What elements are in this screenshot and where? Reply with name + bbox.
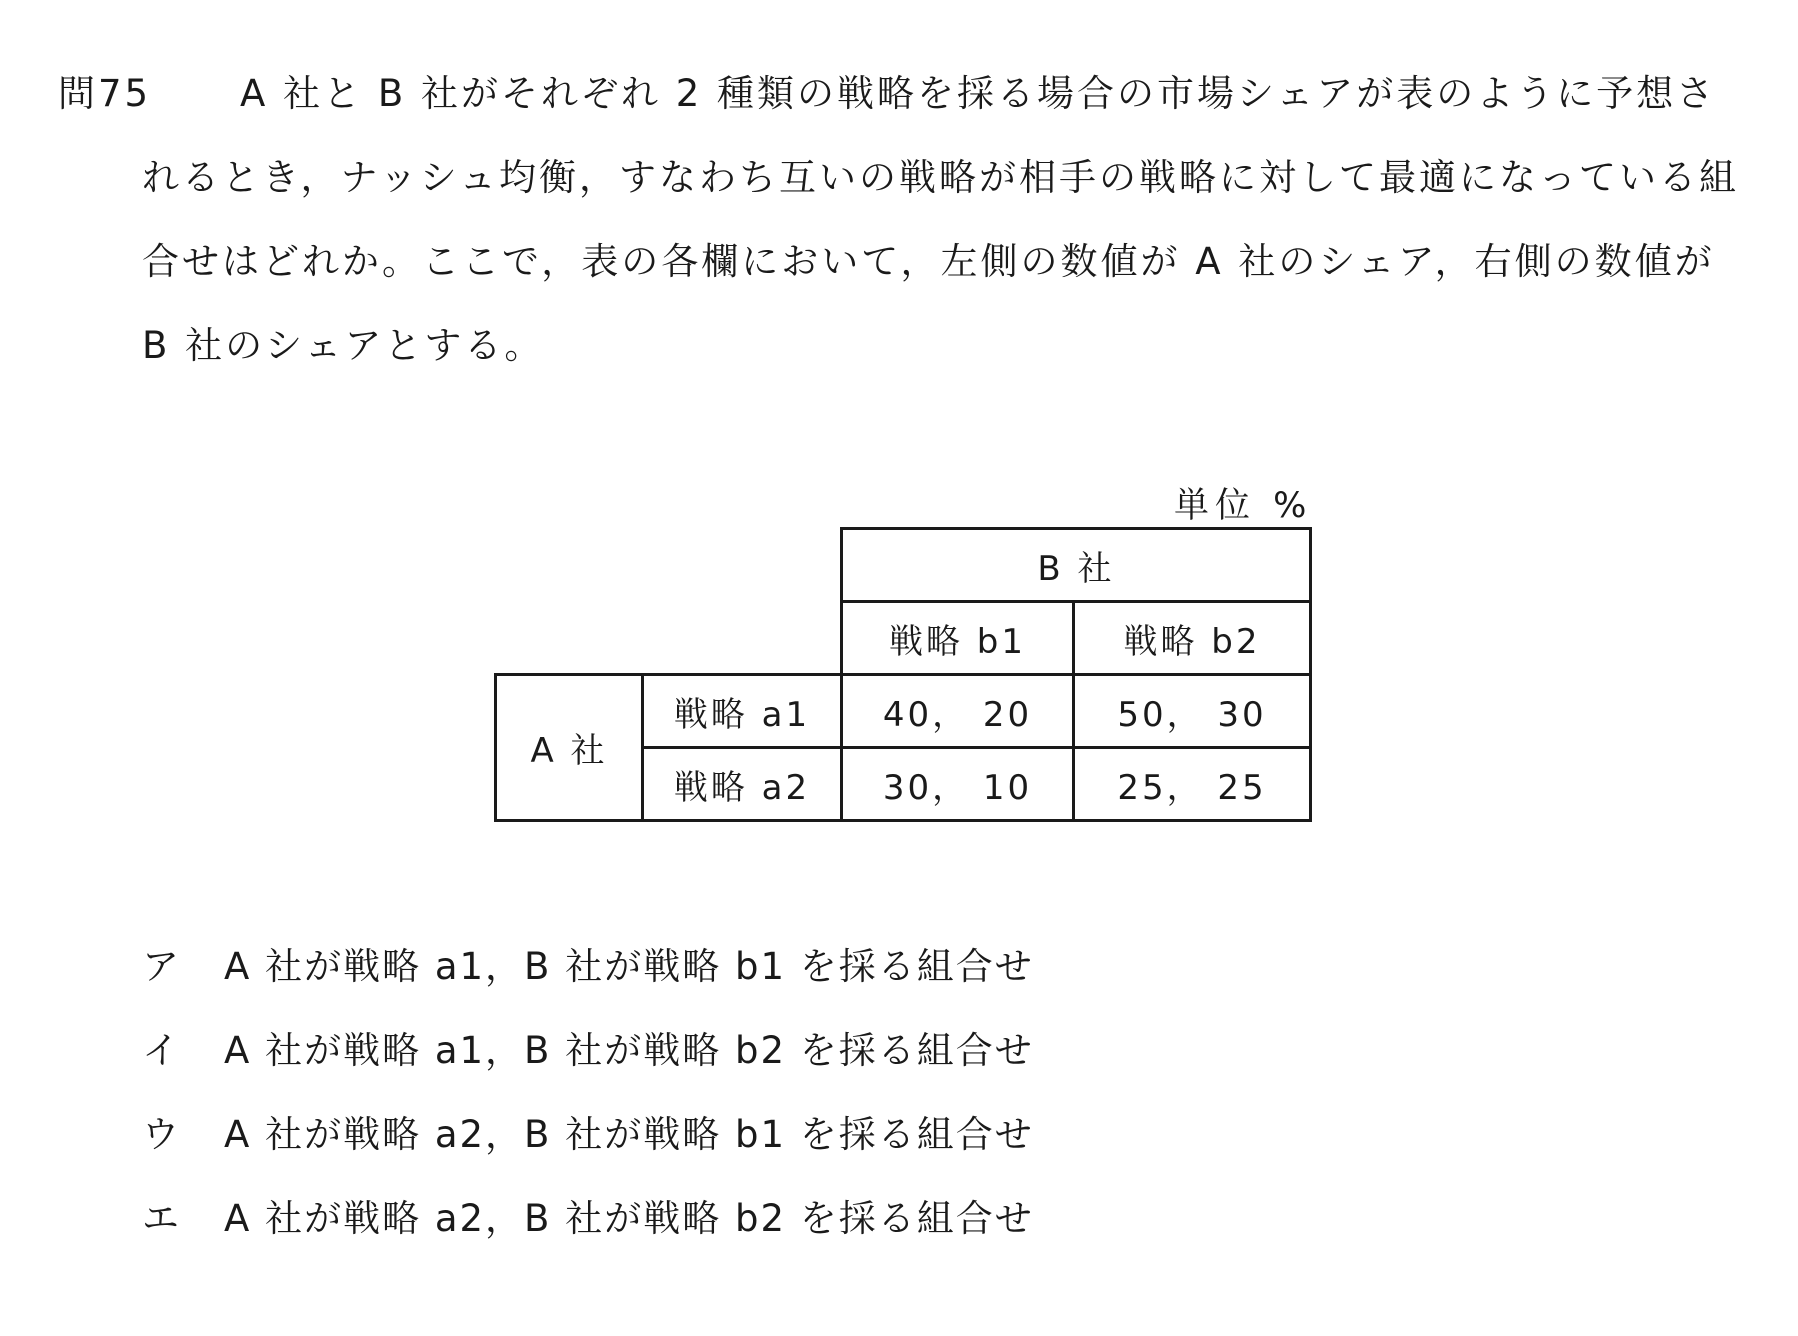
question-number: 問75	[58, 72, 152, 115]
option-label: ウ	[142, 1113, 181, 1156]
row-strategy-header: 戦略 a1	[643, 675, 842, 748]
answer-option[interactable]	[142, 1093, 1034, 1177]
table-blank-cell	[643, 602, 842, 675]
table-header-row-strategies	[496, 602, 1311, 675]
table-blank-cell	[496, 602, 643, 675]
answer-option[interactable]	[142, 925, 1034, 1009]
answer-option[interactable]	[142, 1009, 1034, 1093]
payoff-table	[494, 527, 1312, 822]
option-label: イ	[142, 1029, 181, 1072]
col-firm-header: B 社	[842, 529, 1311, 602]
payoff-cell: 50， 30	[1074, 675, 1311, 748]
row-firm-header: A 社	[496, 675, 643, 821]
row-strategy-header: 戦略 a2	[643, 748, 842, 821]
payoff-cell: 40， 20	[842, 675, 1074, 748]
table-unit-label: 単位 %	[1174, 486, 1313, 526]
col-strategy-header: 戦略 b2	[1074, 602, 1311, 675]
option-text: A 社が戦略 a1，B 社が戦略 b1 を採る組合せ	[224, 945, 1034, 988]
option-label: ア	[142, 945, 181, 988]
option-label: エ	[142, 1197, 181, 1240]
answer-options	[142, 925, 1034, 1261]
table-row	[496, 675, 1311, 748]
answer-option[interactable]	[142, 1177, 1034, 1261]
col-strategy-header: 戦略 b1	[842, 602, 1074, 675]
table-blank-cell	[643, 529, 842, 602]
payoff-cell: 25， 25	[1074, 748, 1311, 821]
question	[58, 52, 1748, 388]
option-text: A 社が戦略 a1，B 社が戦略 b2 を採る組合せ	[224, 1029, 1034, 1072]
table-blank-cell	[496, 529, 643, 602]
question-text: A 社と B 社がそれぞれ 2 種類の戦略を採る場合の市場シェアが表のように予想されるとき，ナッシュ均衡，すなわち互いの戦略が相手の戦略に対して最適になっている組合せはどれか。ここで，表の各欄において，左側の数値が A 社のシェア，右側の数値が B 社のシェアとする。	[142, 72, 1740, 367]
option-text: A 社が戦略 a2，B 社が戦略 b2 を採る組合せ	[224, 1197, 1034, 1240]
table-header-row-firm	[496, 529, 1311, 602]
option-text: A 社が戦略 a2，B 社が戦略 b1 を採る組合せ	[224, 1113, 1034, 1156]
payoff-cell: 30， 10	[842, 748, 1074, 821]
